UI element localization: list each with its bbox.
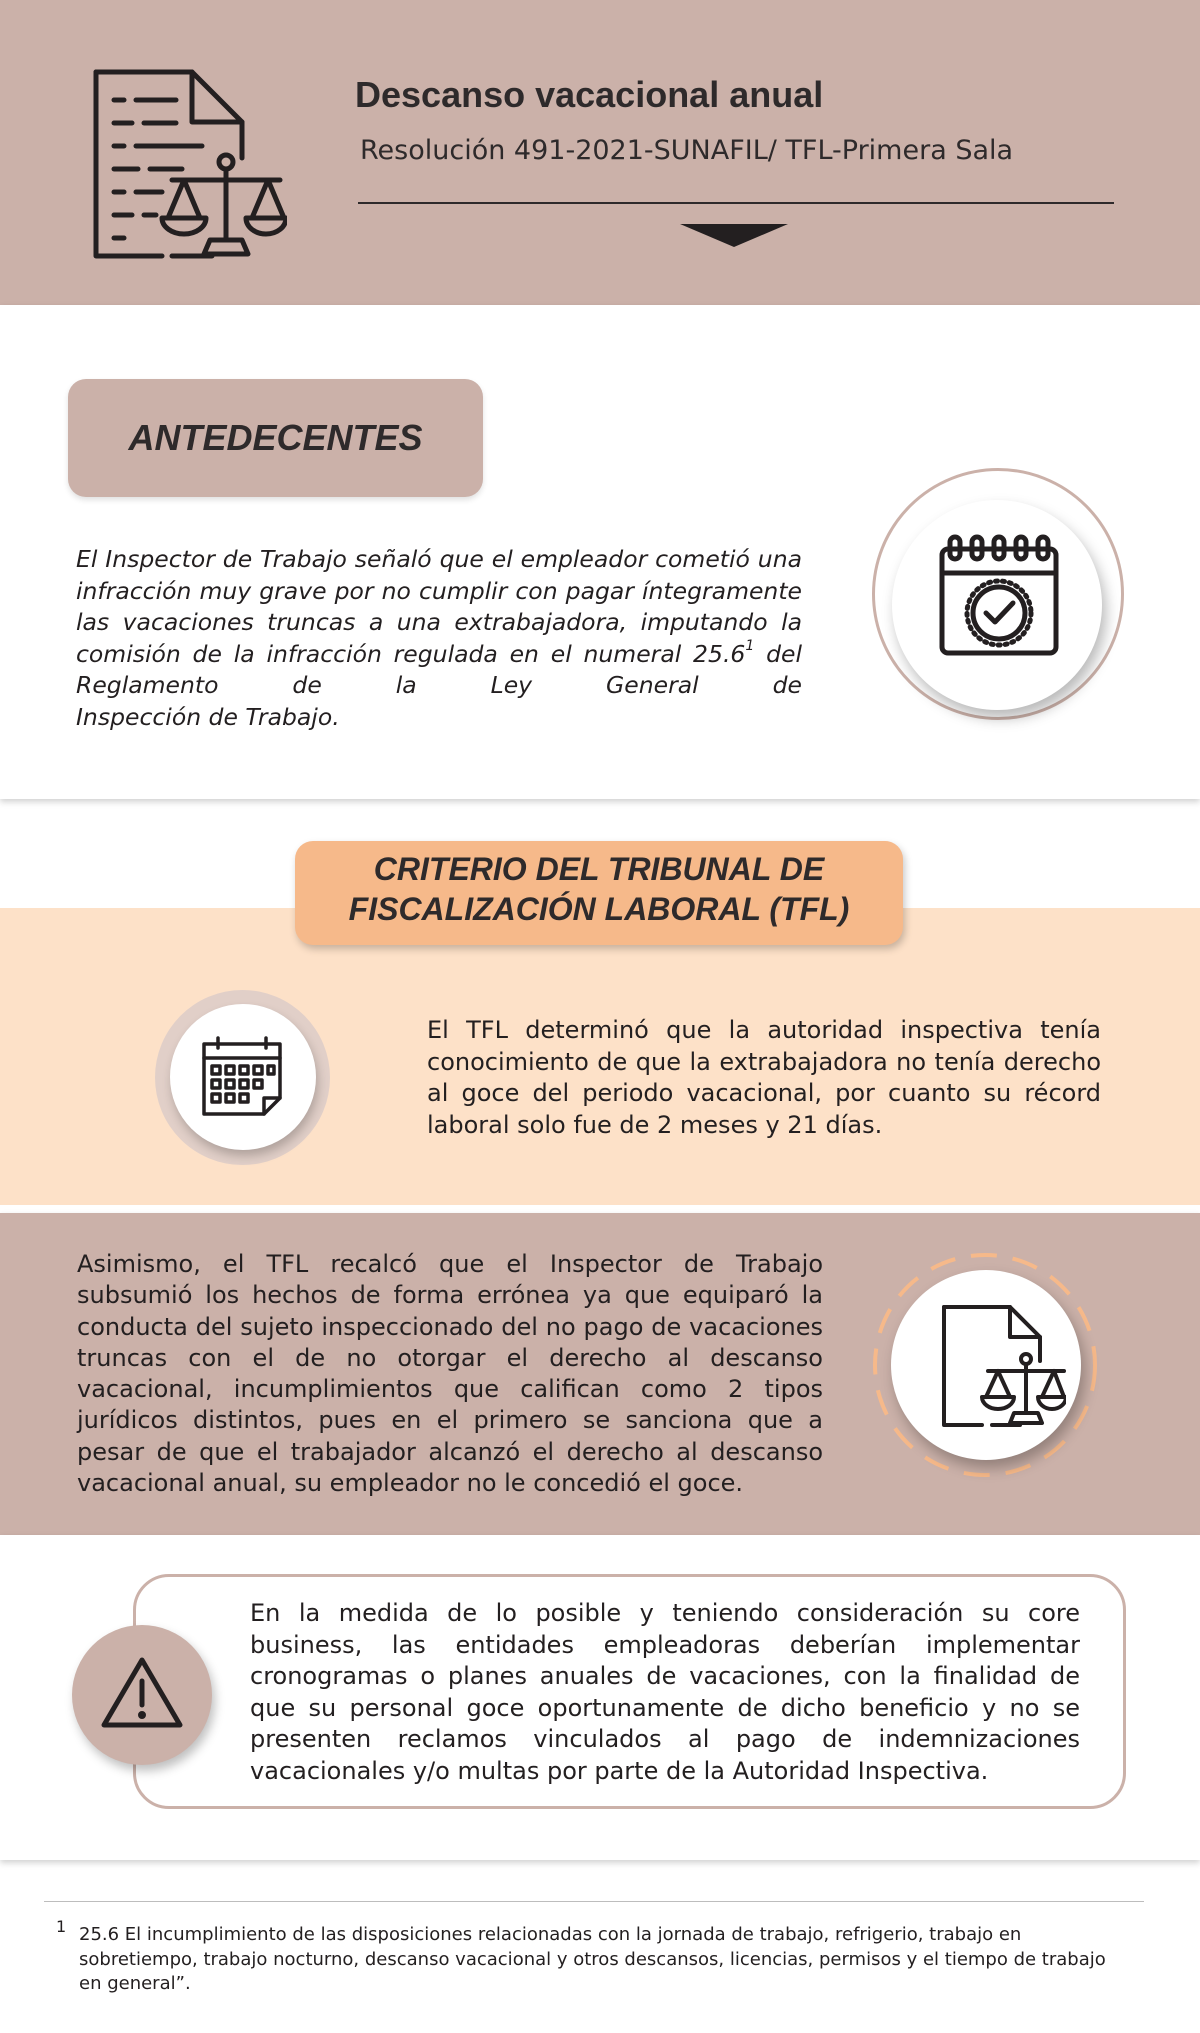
criterio-body-last-line: laboral solo fue de 2 meses y 21 días. <box>427 1110 883 1139</box>
calendar-grid-icon <box>200 1034 284 1118</box>
document-scale-icon <box>92 68 287 260</box>
recomendacion-text <box>250 1598 1080 1787</box>
arrow-down-icon <box>680 224 788 247</box>
antecedentes-body-continued: del Reglamento de la Ley General de <box>76 639 802 699</box>
warning-icon <box>100 1655 184 1731</box>
criterio-heading-line-2: FISCALIZACIÓN LABORAL (TFL) <box>348 891 850 927</box>
footnote-divider <box>44 1901 1144 1902</box>
criterio-body: El TFL determinó que la autoridad inspectiva tenía conocimiento de que la extrabajadora no tenía derecho al goce del periodo vacacional, por cuanto su récord <box>427 1016 1101 1107</box>
header-divider <box>358 202 1114 204</box>
asimismo-body: Asimismo, el TFL recalcó que el Inspector de Trabajo subsumió los hechos de forma errónea ya que equiparó la conducta del sujeto inspeccionado del no pago de vacaciones truncas con el de no otorgar el derecho al descanso vacacional, incumplimientos que califican como 2 tipos jurídicos distintos, pues en el primero se sanciona que a pesar de que el trabajador alcanzó el derecho al descanso <box>77 1250 823 1466</box>
footnote-text: 25.6 El incumplimiento de las disposiciones relacionadas con la jornada de trabajo, refrigerio, trabajo en sobretiempo, trabajo nocturno, descanso vacacional y otros descansos, licencias, permisos y el tiempo de trabajo en general”. <box>79 1924 1106 1994</box>
footnote-reference: 1 <box>745 637 755 654</box>
asimismo-text <box>77 1249 823 1499</box>
asimismo-body-last-line: vacacional anual, su empleador no le concedió el goce. <box>77 1469 744 1498</box>
page-subtitle: Resolución 491-2021-SUNAFIL/ TFL-Primera Sala <box>360 135 1014 166</box>
recomendacion-body: En la medida de lo posible y teniendo consideración su core business, las entidades empleadoras deberían implementar cronogramas o planes anuales de vacaciones, con la finalidad de que su personal goce oportunamente de dicho beneficio y no se presenten reclamos vinculados al pago de indemnizaciones <box>250 1599 1080 1753</box>
calendar-check-icon <box>938 533 1060 657</box>
antecedentes-text <box>76 544 802 733</box>
criterio-text <box>427 1015 1101 1141</box>
document-scale-icon <box>940 1303 1066 1429</box>
antecedentes-body: El Inspector de Trabajo señaló que el empleador cometió una infracción muy grave por no cumplir con pagar íntegramente las vacaciones truncas a una extrabajadora, imputando la comisión de la infracción regulada en el numeral 25.6 <box>76 545 802 668</box>
antecedentes-heading: ANTEDECENTES <box>128 417 423 458</box>
page-title: Descanso vacacional anual <box>355 74 824 115</box>
antecedentes-body-last-line: Inspección de Trabajo. <box>76 702 340 731</box>
footnote-number: 1 <box>56 1917 67 1936</box>
criterio-heading-line-1: CRITERIO DEL TRIBUNAL DE <box>373 851 825 887</box>
recomendacion-body-last-line: vacacionales y/o multas por parte de la Autoridad Inspectiva. <box>250 1756 989 1785</box>
